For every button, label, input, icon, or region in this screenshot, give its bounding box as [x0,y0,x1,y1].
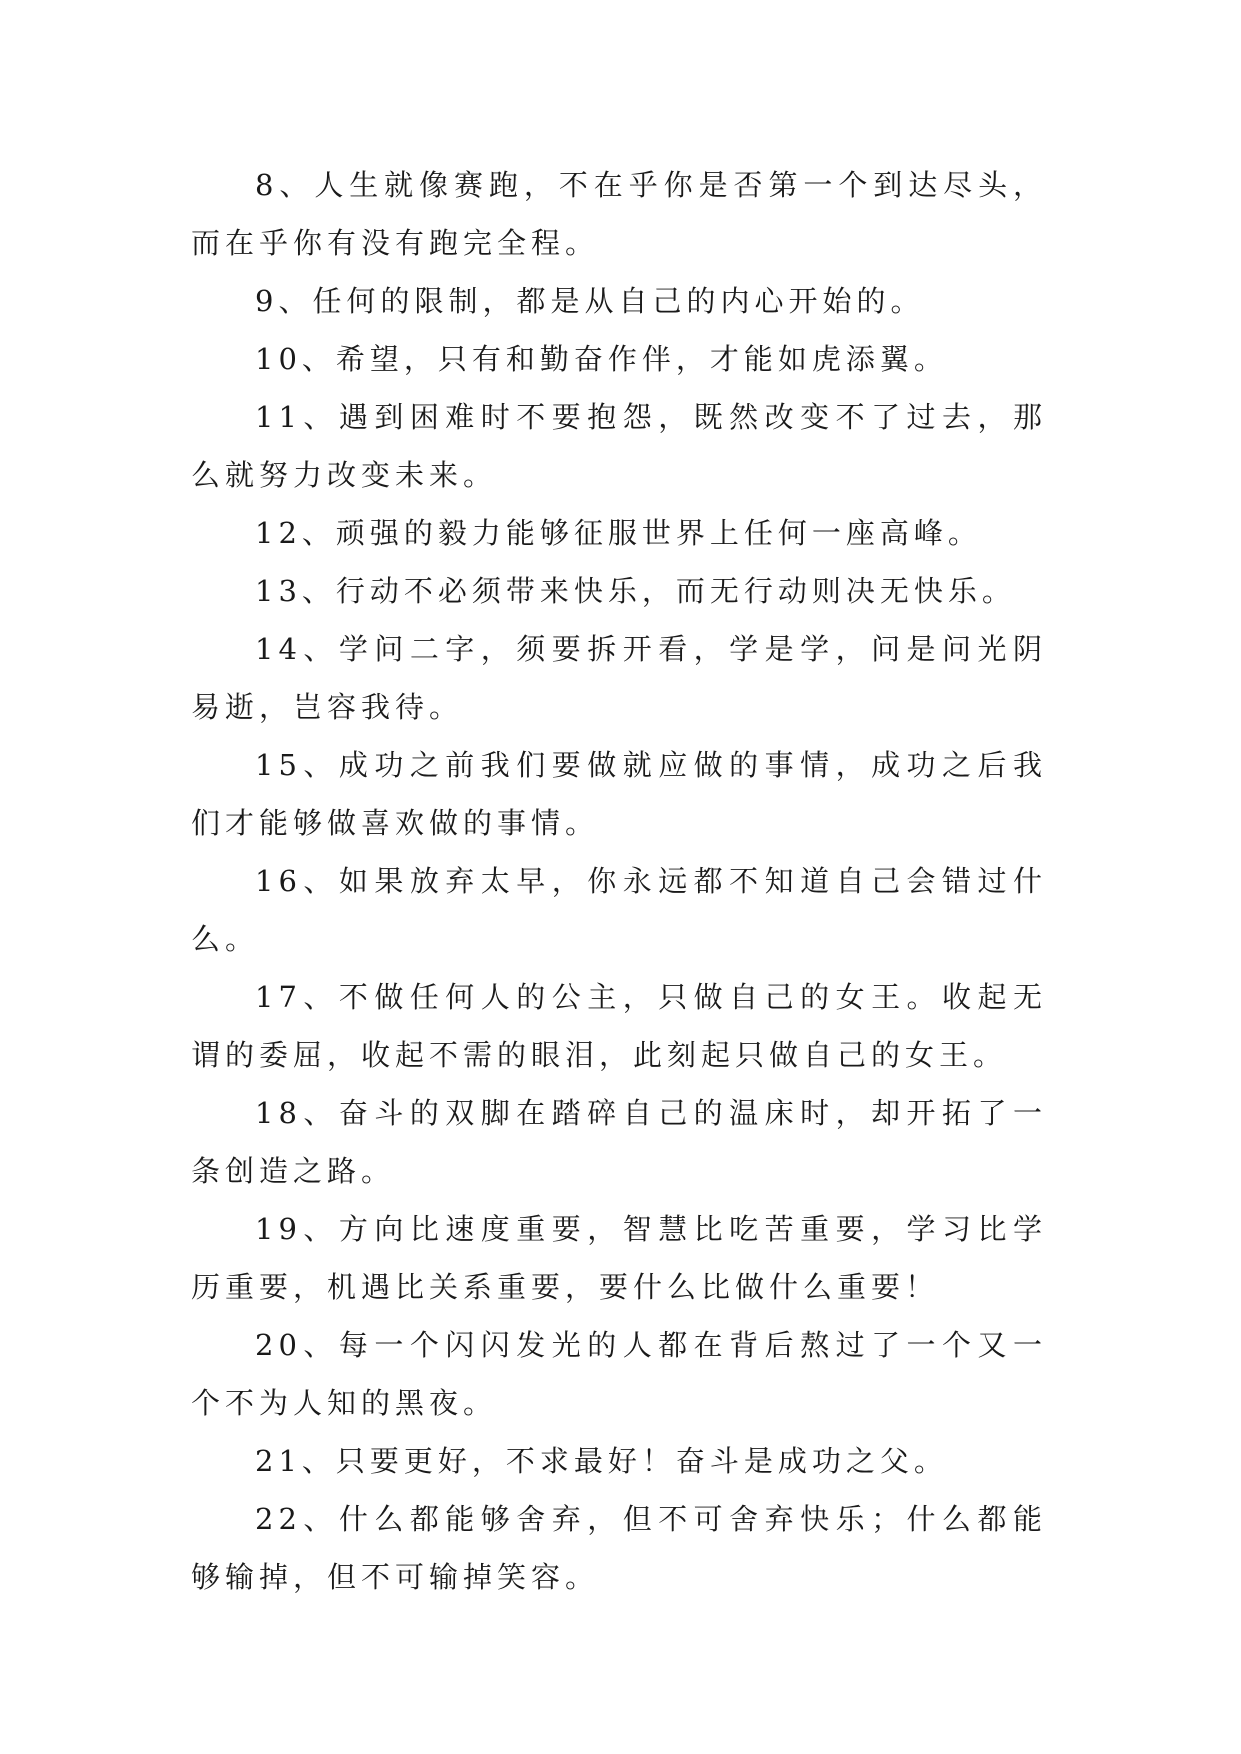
paragraph-20: 20、每一个闪闪发光的人都在背后熬过了一个又一个不为人知的黑夜。 [191,1328,1047,1420]
paragraph-10: 10、希望，只有和勤奋作伴，才能如虎添翼。 [255,342,948,376]
document-body [191,156,1047,1606]
paragraph-11: 11、遇到困难时不要抱怨，既然改变不了过去，那么就努力改变未来。 [191,400,1047,492]
paragraph-13: 13、行动不必须带来快乐，而无行动则决无快乐。 [255,574,1016,608]
paragraph-19: 19、方向比速度重要，智慧比吃苦重要，学习比学历重要，机遇比关系重要，要什么比做什么重要！ [191,1212,1047,1304]
paragraph-17: 17、不做任何人的公主，只做自己的女王。收起无谓的委屈，收起不需的眼泪，此刻起只做自己的女王。 [191,980,1047,1072]
paragraph-12: 12、顽强的毅力能够征服世界上任何一座高峰。 [255,516,982,550]
paragraph-16: 16、如果放弃太早，你永远都不知道自己会错过什么。 [191,864,1047,956]
paragraph-15: 15、成功之前我们要做就应做的事情，成功之后我们才能够做喜欢做的事情。 [191,748,1047,840]
paragraph-21: 21、只要更好，不求最好！奋斗是成功之父。 [255,1444,948,1478]
paragraph-8: 8、人生就像赛跑，不在乎你是否第一个到达尽头，而在乎你有没有跑完全程。 [191,168,1047,260]
paragraph-18: 18、奋斗的双脚在踏碎自己的温床时，却开拓了一条创造之路。 [191,1096,1047,1188]
paragraph-22: 22、什么都能够舍弃，但不可舍弃快乐；什么都能够输掉，但不可输掉笑容。 [191,1502,1047,1594]
paragraph-14: 14、学问二字，须要拆开看，学是学，问是问光阴易逝，岂容我待。 [191,632,1047,724]
paragraph-9: 9、任何的限制，都是从自己的内心开始的。 [255,284,925,318]
